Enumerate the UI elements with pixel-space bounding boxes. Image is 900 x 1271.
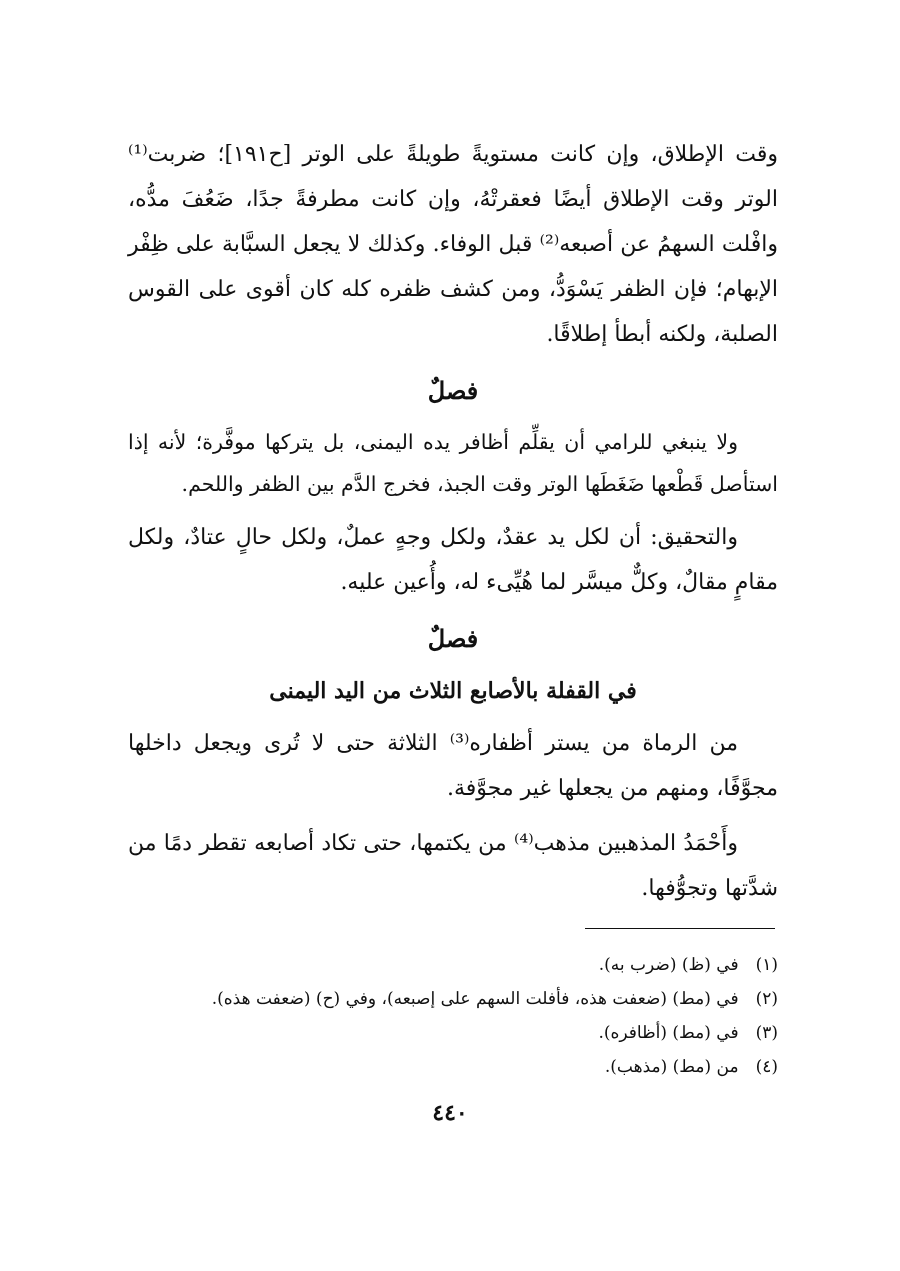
paragraph-1: وقت الإطلاق، وإن كانت مستويةً طويلةً على الوتر [ح١٩١]؛ ضربت⁽¹⁾ الوتر وقت الإطلاق أيضًا فعقرتْهُ، وإن كانت مطرفةً جدًا، ضَعُفَ مدُّه، وافْلت السهمُ عن أصبعه⁽²⁾ قبل الوفاء. وكذلك لا يجعل السبَّابة على ظِفْر الإبهام؛ فإن الظفر يَسْوَدُّ، ومن كشف ظفره كله كان أقوى على القوس الصلبة، ولكنه أبطأ إطلاقًا. bbox=[128, 142, 778, 347]
footnote-text: من (مط) (مذهب). bbox=[604, 1057, 739, 1077]
paragraph-5: وأَحْمَدُ المذهبين مذهب⁽⁴⁾ من يكتمها، حتى تكاد أصابعه تقطر دمًا من شدَّتها وتجوُّفها. bbox=[128, 831, 778, 901]
paragraph-gap bbox=[128, 505, 778, 515]
section-heading-1: فصلٌ bbox=[427, 376, 479, 405]
footnote-number: (٢) bbox=[755, 989, 778, 1009]
footnote-number: (٣) bbox=[755, 1023, 778, 1043]
footnotes bbox=[128, 948, 778, 1084]
paragraph-gap bbox=[128, 811, 778, 821]
section-subheading: في القفلة بالأصابع الثلاث من اليد اليمنى bbox=[269, 678, 637, 704]
paragraph-2: ولا ينبغي للرامي أن يقلِّم أظافر يده اليمنى، بل يتركها موفَّرة؛ لأنه إذا استأصل قَطْعها ضَغَطَها الوتر وقت الجبذ، فخرج الدَّم بين الظفر واللحم. bbox=[128, 430, 778, 496]
section-heading-2: فصلٌ bbox=[427, 624, 479, 653]
footnote-number: (٤) bbox=[755, 1057, 778, 1077]
footnote-divider bbox=[585, 928, 775, 929]
footnote-text: في (مط) (أظافره). bbox=[598, 1023, 739, 1043]
footnote-item bbox=[128, 1050, 778, 1084]
footnote-item bbox=[128, 948, 778, 982]
paragraph-3: والتحقيق: أن لكل يد عقدٌ، ولكل وجهٍ عملٌ، ولكل حالٍ عتادٌ، ولكل مقامٍ مقالٌ، وكلٌّ ميسَّر لما هُيِّىء له، وأُعين عليه. bbox=[128, 525, 778, 595]
paragraph-4: من الرماة من يستر أظفاره⁽³⁾ الثلاثة حتى لا تُرى ويجعل داخلها مجوَّفًا، ومنهم من يجعلها غير مجوَّفة. bbox=[128, 731, 778, 801]
page-number: ٤٤٠ bbox=[432, 1100, 468, 1126]
footnote-item bbox=[128, 982, 778, 1016]
footnote-item bbox=[128, 1016, 778, 1050]
footnote-text: في (مط) (ضعفت هذه، فأفلت السهم على إصبعه)، وفي (ح) (ضعفت هذه). bbox=[211, 989, 739, 1009]
page-body bbox=[128, 132, 778, 911]
footnote-text: في (ظ) (ضرب به). bbox=[598, 955, 739, 975]
footnote-number: (١) bbox=[755, 955, 778, 975]
